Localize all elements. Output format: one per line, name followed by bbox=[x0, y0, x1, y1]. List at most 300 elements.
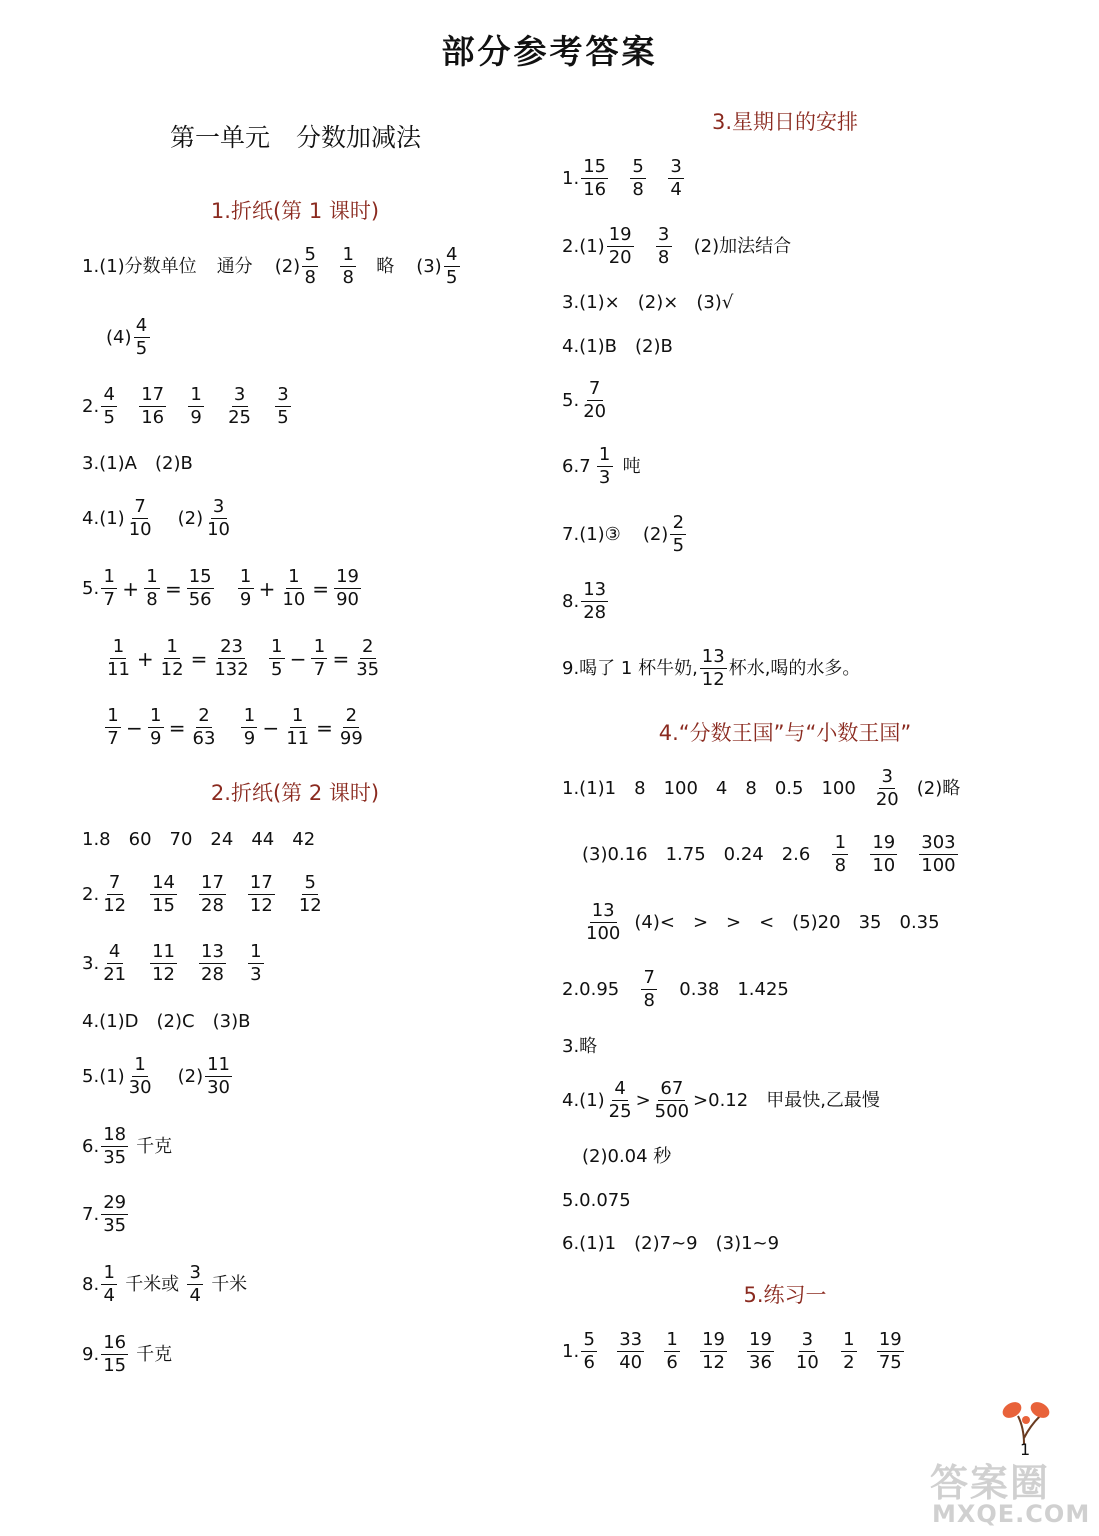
numerator: 13 bbox=[201, 941, 224, 962]
answer-text: 杯水,喝的水多。 bbox=[728, 657, 861, 679]
answer-text: 6. bbox=[562, 455, 580, 477]
answer-4-3: 3.略 bbox=[562, 1036, 598, 1057]
fraction bbox=[302, 246, 318, 287]
denominator: 12 bbox=[152, 964, 175, 985]
answer-2-3 bbox=[82, 943, 266, 984]
denominator: 5 bbox=[445, 267, 458, 288]
numerator: 3 bbox=[656, 226, 672, 247]
numerator: 5 bbox=[302, 874, 318, 895]
denominator: 15 bbox=[152, 895, 175, 916]
answer-4-1-line2 bbox=[582, 834, 960, 875]
denominator: 10 bbox=[128, 519, 152, 540]
numerator: 23 bbox=[220, 636, 243, 657]
fraction bbox=[870, 834, 897, 875]
numerator: 303 bbox=[921, 832, 956, 853]
answer-1-2 bbox=[82, 386, 293, 427]
denominator: 99 bbox=[339, 728, 363, 749]
fraction bbox=[700, 648, 727, 689]
fraction bbox=[297, 874, 324, 915]
numerator: 1 bbox=[241, 707, 257, 728]
answer-2-4: 4.(1)D (2)C (3)B bbox=[82, 1011, 251, 1032]
fraction bbox=[199, 874, 226, 915]
denominator: 2 bbox=[843, 1352, 855, 1373]
denominator: 20 bbox=[608, 247, 632, 268]
answer-text: 2. bbox=[82, 395, 100, 417]
numerator: 11 bbox=[207, 1054, 230, 1075]
fraction bbox=[101, 568, 117, 609]
denominator: 20 bbox=[583, 401, 607, 422]
denominator: 4 bbox=[670, 179, 682, 200]
fraction bbox=[670, 514, 686, 555]
numerator: 17 bbox=[141, 384, 165, 405]
answer-text: (2) bbox=[177, 507, 204, 529]
denominator: 500 bbox=[654, 1101, 690, 1122]
fraction bbox=[581, 158, 608, 199]
answer-text: 3. bbox=[82, 952, 100, 974]
answer-text: 2. bbox=[82, 883, 100, 905]
numerator: 1 bbox=[101, 1264, 117, 1285]
denominator: 12 bbox=[249, 895, 273, 916]
answer-text: >0.12 甲最快,乙最慢 bbox=[693, 1089, 880, 1111]
denominator: 8 bbox=[834, 855, 847, 876]
answer-text: 2.0.95 bbox=[562, 978, 620, 1000]
fraction bbox=[841, 1331, 857, 1372]
denominator: 4 bbox=[189, 1285, 201, 1306]
answer-text: (2) bbox=[274, 255, 301, 277]
numerator: 13 bbox=[583, 579, 607, 600]
fraction bbox=[584, 902, 622, 943]
numerator: 4 bbox=[107, 943, 123, 964]
numerator: 2 bbox=[670, 514, 686, 535]
denominator: 21 bbox=[103, 964, 127, 985]
numerator: 7 bbox=[132, 498, 148, 519]
denominator: 56 bbox=[188, 589, 212, 610]
denominator: 35 bbox=[356, 659, 380, 680]
fraction bbox=[150, 943, 177, 984]
fraction bbox=[334, 568, 361, 609]
answer-1-3: 3.(1)A (2)B bbox=[82, 453, 193, 474]
answer-text: 0.38 1.425 bbox=[679, 978, 789, 1000]
answer-text: 7. bbox=[82, 1203, 100, 1225]
denominator: 3 bbox=[250, 964, 262, 985]
fraction bbox=[101, 1334, 128, 1375]
fraction bbox=[248, 874, 275, 915]
denominator: 6 bbox=[666, 1352, 678, 1373]
answer-text: (2) bbox=[642, 523, 669, 545]
answer-text: 7. bbox=[562, 523, 580, 545]
numerator: 3 bbox=[187, 1264, 203, 1285]
numerator: 19 bbox=[336, 566, 359, 587]
fraction bbox=[148, 707, 164, 748]
answer-text: (3)0.16 1.75 0.24 2.6 bbox=[582, 843, 811, 865]
numerator: 33 bbox=[619, 1329, 643, 1350]
numerator: 15 bbox=[188, 566, 212, 587]
answer-text: (2) bbox=[177, 1065, 204, 1087]
fraction bbox=[144, 568, 160, 609]
numerator: 1 bbox=[841, 1331, 857, 1352]
operator: − bbox=[126, 715, 143, 740]
fraction bbox=[101, 943, 128, 984]
denominator: 9 bbox=[239, 589, 252, 610]
denominator: 11 bbox=[286, 728, 310, 749]
denominator: 8 bbox=[342, 267, 354, 288]
fraction bbox=[191, 707, 218, 748]
fraction bbox=[238, 568, 254, 609]
denominator: 15 bbox=[103, 1355, 127, 1376]
operator: = bbox=[168, 715, 186, 740]
answer-text: 7 bbox=[579, 455, 591, 477]
answer-text: (1)分数单位 bbox=[99, 255, 197, 277]
denominator: 4 bbox=[103, 1285, 115, 1306]
answer-2-6 bbox=[82, 1126, 172, 1167]
answer-text: 9.喝了 1 杯牛奶, bbox=[562, 657, 698, 679]
fraction bbox=[159, 638, 186, 679]
denominator: 8 bbox=[632, 179, 644, 200]
answer-3-4: 4.(1)B (2)B bbox=[562, 336, 673, 357]
fraction bbox=[269, 638, 285, 679]
answer-2-7 bbox=[82, 1194, 130, 1235]
unit-label: 第一单元 bbox=[170, 123, 271, 152]
numerator: 3 bbox=[275, 386, 291, 407]
fraction bbox=[630, 158, 646, 199]
denominator: 6 bbox=[583, 1352, 595, 1373]
section-heading-4: 4.“分数王国”与“小数王国” bbox=[658, 721, 912, 745]
denominator: 7 bbox=[107, 728, 119, 749]
denominator: 25 bbox=[228, 407, 251, 428]
numerator: 3 bbox=[232, 386, 248, 407]
denominator: 10 bbox=[872, 855, 896, 876]
numerator: 1 bbox=[238, 568, 254, 589]
denominator: 90 bbox=[336, 589, 359, 610]
fraction bbox=[581, 1331, 597, 1372]
operator: = bbox=[316, 715, 333, 740]
fraction bbox=[284, 707, 311, 748]
numerator: 4 bbox=[444, 246, 460, 267]
numerator: 4 bbox=[134, 317, 150, 338]
numerator: 4 bbox=[101, 386, 117, 407]
answer-2-8 bbox=[82, 1264, 247, 1305]
fraction bbox=[101, 1126, 128, 1167]
answer-text: 1.(1)1 8 100 4 8 0.5 100 bbox=[562, 777, 856, 799]
section-heading-3: 3.星期日的安排 bbox=[711, 110, 859, 134]
fraction bbox=[241, 707, 257, 748]
answer-text: 1. bbox=[82, 255, 100, 277]
numerator: 13 bbox=[591, 900, 615, 921]
denominator: 3 bbox=[598, 467, 611, 488]
fraction bbox=[444, 246, 460, 287]
numerator: 16 bbox=[103, 1332, 127, 1353]
answer-2-9 bbox=[82, 1334, 172, 1375]
numerator: 1 bbox=[597, 446, 613, 467]
denominator: 100 bbox=[586, 923, 621, 944]
fraction bbox=[581, 581, 608, 622]
answer-text: 5. bbox=[82, 577, 100, 599]
numerator: 4 bbox=[612, 1080, 628, 1101]
operator: = bbox=[190, 646, 208, 671]
answer-text: (1) bbox=[99, 1065, 125, 1087]
operator: + bbox=[136, 646, 154, 671]
denominator: 5 bbox=[135, 338, 148, 359]
numerator: 67 bbox=[660, 1078, 684, 1099]
numerator: 19 bbox=[608, 224, 632, 245]
fraction bbox=[101, 874, 128, 915]
numerator: 3 bbox=[879, 768, 895, 789]
operator: + bbox=[258, 576, 276, 601]
numerator: 17 bbox=[201, 872, 224, 893]
denominator: 30 bbox=[207, 1077, 230, 1098]
numerator: 1 bbox=[110, 638, 126, 659]
watermark-url: MXQE.COM bbox=[932, 1500, 1091, 1528]
answer-text: 1. bbox=[562, 167, 580, 189]
denominator: 9 bbox=[150, 728, 162, 749]
operator: + bbox=[122, 576, 139, 601]
denominator: 9 bbox=[243, 728, 256, 749]
denominator: 12 bbox=[103, 895, 127, 916]
answer-1-4 bbox=[82, 498, 234, 539]
numerator: 1 bbox=[248, 943, 264, 964]
numerator: 2 bbox=[360, 638, 376, 659]
numerator: 1 bbox=[101, 568, 117, 589]
numerator: 14 bbox=[152, 872, 175, 893]
denominator: 12 bbox=[701, 669, 725, 690]
fraction bbox=[105, 707, 121, 748]
fraction bbox=[656, 226, 672, 267]
numerator: 5 bbox=[630, 158, 646, 179]
operator: − bbox=[262, 715, 280, 740]
watermark-logo: 答案圈 bbox=[930, 1461, 1051, 1505]
answer-4-2 bbox=[562, 969, 789, 1010]
fraction bbox=[226, 386, 253, 427]
answer-2-1: 1.8 60 70 24 44 42 bbox=[82, 829, 316, 850]
section-heading-5: 5.练习一 bbox=[743, 1283, 827, 1307]
numerator: 1 bbox=[832, 834, 848, 855]
answer-1-1-part4 bbox=[106, 317, 152, 358]
numerator: 7 bbox=[587, 380, 603, 401]
page-number: 1 bbox=[1020, 1440, 1031, 1459]
fraction bbox=[794, 1331, 821, 1372]
operator: − bbox=[289, 646, 307, 671]
answer-text: 5. bbox=[562, 389, 580, 411]
denominator: 12 bbox=[298, 895, 322, 916]
denominator: 8 bbox=[657, 247, 670, 268]
operator: = bbox=[332, 646, 350, 671]
answer-text: 千克 bbox=[136, 1343, 173, 1365]
page-title: 部分参考答案 bbox=[441, 32, 658, 71]
denominator: 25 bbox=[608, 1101, 632, 1122]
denominator: 63 bbox=[192, 728, 216, 749]
numerator: 13 bbox=[701, 646, 725, 667]
fraction bbox=[641, 969, 657, 1010]
fraction bbox=[338, 707, 365, 748]
numerator: 19 bbox=[872, 832, 896, 853]
answer-text: (1) bbox=[579, 235, 605, 257]
fraction bbox=[597, 446, 613, 487]
answer-4-1-line3 bbox=[582, 902, 940, 943]
denominator: 75 bbox=[878, 1352, 902, 1373]
answer-text: 吨 bbox=[622, 455, 641, 477]
unit-name: 分数加减法 bbox=[296, 123, 422, 152]
denominator: 5 bbox=[270, 659, 283, 680]
denominator: 30 bbox=[128, 1077, 152, 1098]
fraction bbox=[340, 246, 356, 287]
answer-3-9 bbox=[562, 648, 860, 689]
fraction bbox=[668, 158, 684, 199]
answer-1-5-row2 bbox=[103, 638, 383, 679]
answer-text: (4) bbox=[106, 326, 132, 348]
denominator: 5 bbox=[672, 535, 685, 556]
numerator: 1 bbox=[286, 568, 302, 589]
denominator: 28 bbox=[583, 602, 607, 623]
operator: = bbox=[164, 576, 182, 601]
denominator: 40 bbox=[619, 1352, 643, 1373]
operator: = bbox=[312, 576, 330, 601]
answer-text: > bbox=[635, 1089, 651, 1111]
denominator: 7 bbox=[103, 589, 115, 610]
fraction bbox=[101, 1264, 117, 1305]
denominator: 12 bbox=[702, 1352, 725, 1373]
denominator: 12 bbox=[160, 659, 184, 680]
fraction bbox=[354, 638, 381, 679]
fraction bbox=[919, 834, 957, 875]
numerator: 19 bbox=[702, 1329, 725, 1350]
denominator: 35 bbox=[103, 1215, 127, 1236]
numerator: 5 bbox=[302, 246, 318, 267]
answer-5-1 bbox=[562, 1331, 906, 1372]
answer-text: 2. bbox=[562, 235, 580, 257]
section-heading-2: 2.折纸(第 2 课时) bbox=[210, 781, 380, 805]
answer-3-6 bbox=[562, 446, 641, 487]
denominator: 16 bbox=[141, 407, 165, 428]
numerator: 5 bbox=[581, 1331, 597, 1352]
numerator: 3 bbox=[799, 1331, 815, 1352]
denominator: 8 bbox=[643, 990, 655, 1011]
fraction bbox=[205, 498, 232, 539]
numerator: 19 bbox=[878, 1329, 902, 1350]
fraction bbox=[139, 386, 166, 427]
numerator: 1 bbox=[664, 1331, 680, 1352]
fraction bbox=[874, 768, 901, 809]
fraction bbox=[311, 638, 327, 679]
fraction bbox=[617, 1331, 644, 1372]
numerator: 19 bbox=[749, 1329, 772, 1350]
denominator: 5 bbox=[103, 407, 115, 428]
answer-4-1-line1 bbox=[562, 768, 960, 809]
numerator: 1 bbox=[290, 707, 306, 728]
answer-text: 8. bbox=[82, 1273, 100, 1295]
numerator: 7 bbox=[641, 969, 657, 990]
answer-text: 通分 bbox=[216, 255, 253, 277]
fraction bbox=[187, 568, 214, 609]
answer-text: 1. bbox=[562, 1340, 580, 1362]
denominator: 8 bbox=[304, 267, 316, 288]
answer-3-7 bbox=[562, 514, 688, 555]
numerator: 2 bbox=[343, 707, 359, 728]
denominator: 10 bbox=[795, 1352, 819, 1373]
fraction bbox=[747, 1331, 774, 1372]
fraction bbox=[199, 943, 226, 984]
answer-text: 6. bbox=[82, 1135, 100, 1157]
fraction bbox=[127, 1056, 154, 1097]
denominator: 35 bbox=[103, 1147, 127, 1168]
numerator: 7 bbox=[107, 874, 123, 895]
denominator: 28 bbox=[201, 964, 224, 985]
answer-text: (2)略 bbox=[916, 777, 961, 799]
denominator: 8 bbox=[146, 589, 158, 610]
plant-logo-icon bbox=[996, 1398, 1052, 1446]
answer-text: (4)< > > < (5)20 35 0.35 bbox=[634, 911, 940, 933]
denominator: 36 bbox=[749, 1352, 772, 1373]
fraction bbox=[877, 1331, 904, 1372]
fraction bbox=[832, 834, 848, 875]
answer-1-5-row1 bbox=[82, 568, 363, 609]
fraction bbox=[275, 386, 291, 427]
fraction bbox=[134, 317, 150, 358]
answer-text: 千米或 bbox=[125, 1273, 180, 1295]
denominator: 20 bbox=[875, 789, 899, 810]
answer-text: 4.(1) bbox=[562, 1089, 605, 1111]
answer-text: 略 bbox=[376, 255, 395, 277]
denominator: 5 bbox=[277, 407, 289, 428]
unit-heading bbox=[170, 118, 421, 154]
numerator: 17 bbox=[249, 872, 273, 893]
answer-1-5-row3 bbox=[103, 707, 367, 748]
answer-3-3: 3.(1)× (2)× (3)√ bbox=[562, 292, 734, 313]
fraction bbox=[188, 386, 204, 427]
answer-text: 5. bbox=[82, 1065, 100, 1087]
fraction bbox=[187, 1264, 203, 1305]
answer-text: (1) bbox=[99, 507, 125, 529]
denominator: 16 bbox=[583, 179, 607, 200]
fraction bbox=[101, 1194, 128, 1235]
fraction bbox=[280, 568, 307, 609]
answer-text: (1)③ bbox=[579, 523, 621, 545]
section-heading-1: 1.折纸(第 1 课时) bbox=[210, 199, 380, 223]
fraction bbox=[101, 386, 117, 427]
numerator: 1 bbox=[340, 246, 356, 267]
answer-text: 千克 bbox=[136, 1135, 173, 1157]
numerator: 1 bbox=[269, 638, 285, 659]
numerator: 29 bbox=[103, 1192, 127, 1213]
denominator: 7 bbox=[313, 659, 326, 680]
answer-text: 千米 bbox=[211, 1273, 248, 1295]
numerator: 1 bbox=[148, 707, 164, 728]
denominator: 9 bbox=[190, 407, 202, 428]
answer-2-5 bbox=[82, 1056, 234, 1097]
fraction bbox=[700, 1331, 727, 1372]
fraction bbox=[664, 1331, 680, 1372]
fraction bbox=[205, 1056, 232, 1097]
fraction bbox=[607, 226, 634, 267]
answer-4-4 bbox=[562, 1080, 880, 1121]
fraction bbox=[105, 638, 132, 679]
numerator: 11 bbox=[152, 941, 175, 962]
denominator: 100 bbox=[921, 855, 956, 876]
fraction bbox=[653, 1080, 691, 1121]
numerator: 1 bbox=[311, 638, 327, 659]
denominator: 132 bbox=[214, 659, 249, 680]
answer-text: 4. bbox=[82, 507, 100, 529]
answer-4-5: 5.0.075 bbox=[562, 1190, 631, 1211]
numerator: 3 bbox=[211, 498, 227, 519]
numerator: 15 bbox=[583, 156, 607, 177]
denominator: 10 bbox=[207, 519, 230, 540]
answer-text: 9. bbox=[82, 1343, 100, 1365]
numerator: 18 bbox=[103, 1124, 127, 1145]
answer-text: (3) bbox=[416, 255, 442, 277]
fraction bbox=[212, 638, 250, 679]
answer-2-2 bbox=[82, 874, 326, 915]
numerator: 1 bbox=[132, 1056, 148, 1077]
